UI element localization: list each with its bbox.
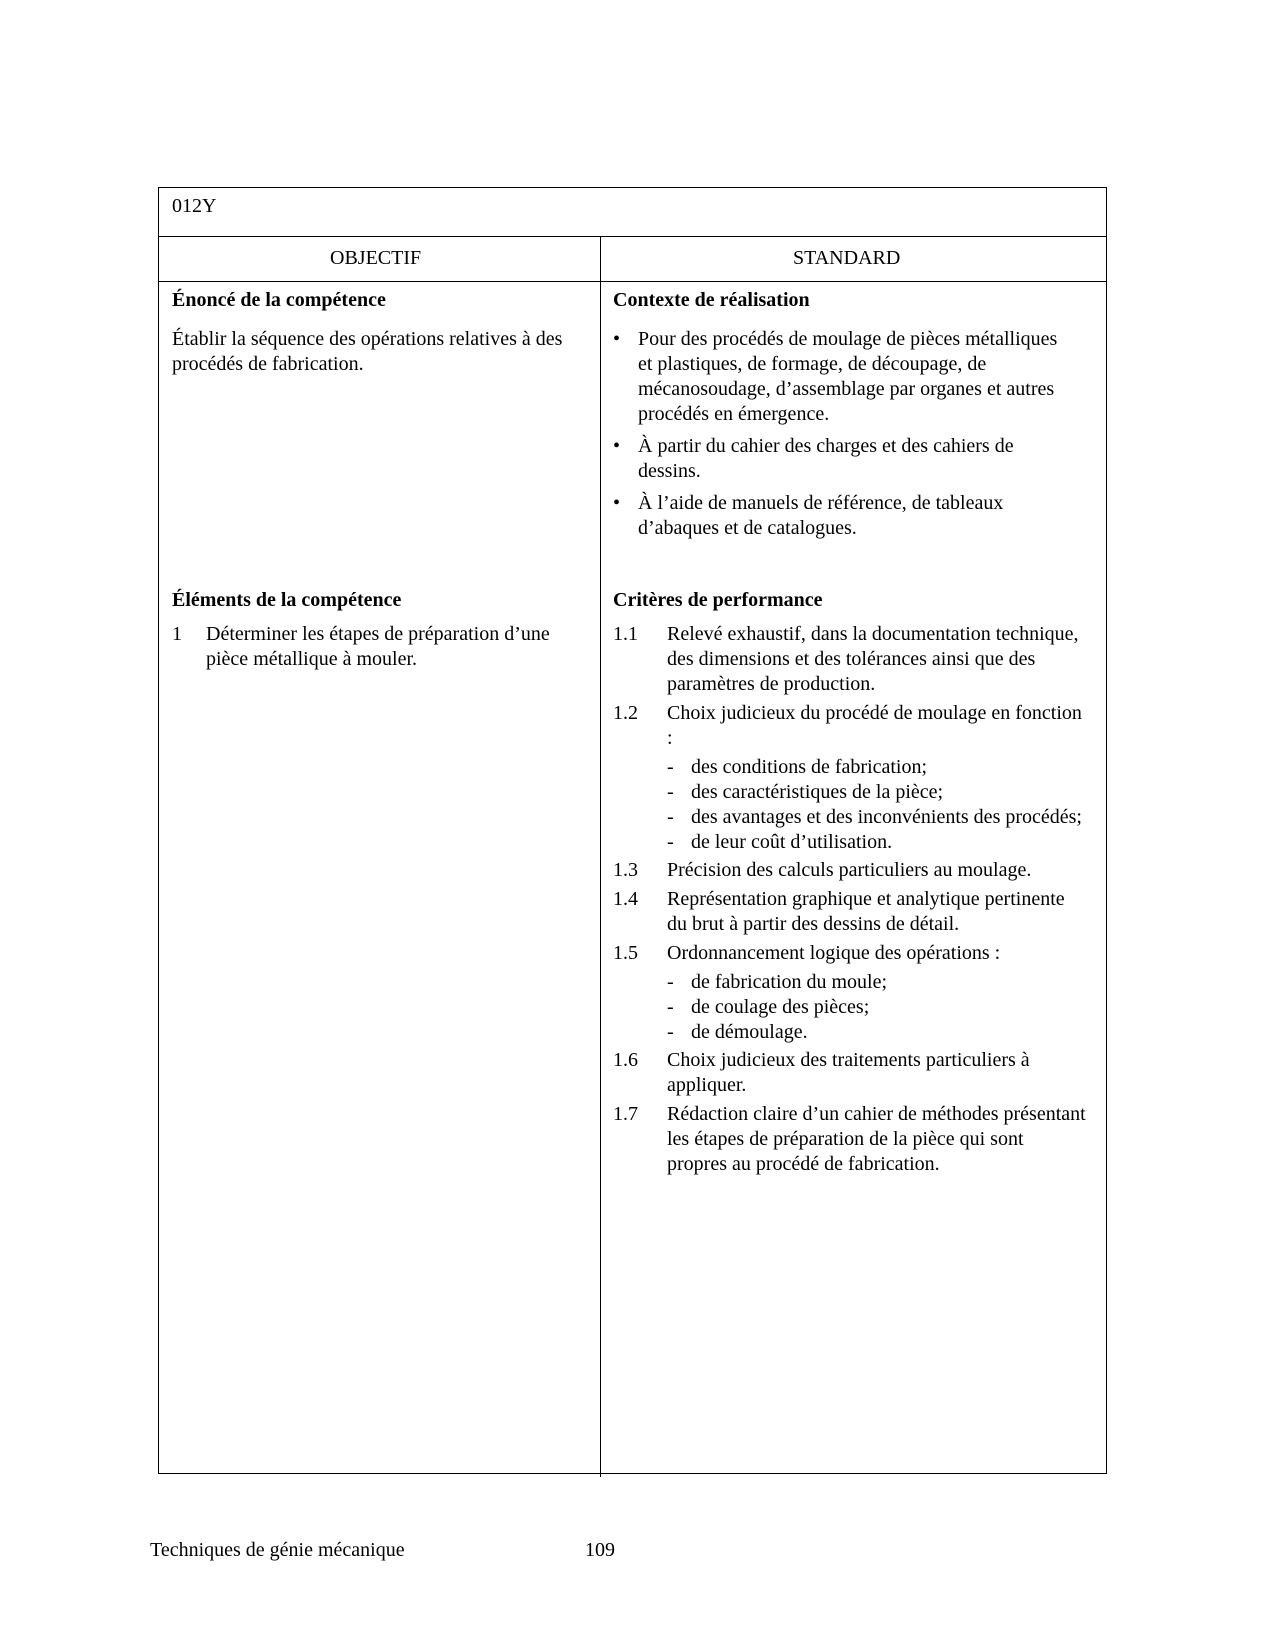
sub-item bbox=[667, 780, 1088, 805]
critere-number: 1.7 bbox=[613, 1103, 638, 1125]
dash-icon: - bbox=[667, 781, 674, 803]
sub-text: de leur coût d’utilisation. bbox=[691, 831, 893, 853]
bullet-icon: • bbox=[613, 492, 621, 514]
contexte-item bbox=[613, 491, 1068, 541]
critere-sublist bbox=[613, 970, 1088, 1045]
critere-text: Choix judicieux des traitements particuliers à appliquer. bbox=[667, 1049, 1030, 1096]
critere-number: 1.1 bbox=[613, 623, 638, 645]
column-header-divider bbox=[158, 281, 1107, 282]
critere-number: 1.3 bbox=[613, 859, 638, 881]
dash-icon: - bbox=[667, 806, 674, 828]
critere-item bbox=[613, 858, 1088, 883]
sub-item bbox=[667, 995, 1088, 1020]
critere-text: Ordonnancement logique des opérations : bbox=[667, 942, 1001, 964]
element-item bbox=[172, 622, 576, 672]
bullet-icon: • bbox=[613, 328, 621, 350]
contexte-text: À partir du cahier des charges et des cahiers de dessins. bbox=[638, 435, 1014, 482]
contexte-section bbox=[613, 288, 1068, 548]
elements-title: Éléments de la compétence bbox=[172, 589, 402, 611]
critere-text: Précision des calculs particuliers au moulage. bbox=[667, 859, 1032, 881]
critere-number: 1.5 bbox=[613, 942, 638, 964]
criteres-list bbox=[613, 622, 1088, 1177]
dash-icon: - bbox=[667, 1021, 674, 1043]
contexte-text: Pour des procédés de moulage de pièces métalliques et plastiques, de formage, de découpage, de mécanosoudage, d’assemblage par organes et autres procédés en émergence. bbox=[638, 328, 1058, 425]
critere-number: 1.6 bbox=[613, 1049, 638, 1071]
elements-section bbox=[172, 588, 582, 672]
sub-item bbox=[667, 755, 1088, 780]
column-divider bbox=[600, 237, 601, 1477]
contexte-item bbox=[613, 434, 1068, 484]
competency-code: 012Y bbox=[172, 195, 217, 217]
enonce-section bbox=[172, 288, 582, 377]
critere-number: 1.4 bbox=[613, 888, 638, 910]
critere-item bbox=[613, 887, 1088, 937]
criteres-section bbox=[613, 588, 1088, 1181]
sub-text: des conditions de fabrication; bbox=[691, 756, 928, 778]
contexte-text: À l’aide de manuels de référence, de tableaux d’abaques et de catalogues. bbox=[638, 492, 1004, 539]
criteres-title: Critères de performance bbox=[613, 589, 823, 611]
contexte-title: Contexte de réalisation bbox=[613, 289, 810, 311]
enonce-text: Établir la séquence des opérations relatives à des procédés de fabrication. bbox=[172, 328, 563, 375]
critere-item bbox=[613, 1102, 1088, 1177]
header-divider bbox=[158, 236, 1107, 237]
sub-item bbox=[667, 1020, 1088, 1045]
sub-text: de coulage des pièces; bbox=[691, 996, 870, 1018]
dash-icon: - bbox=[667, 996, 674, 1018]
sub-text: de démoulage. bbox=[691, 1021, 808, 1043]
standard-header: STANDARD bbox=[793, 247, 901, 269]
element-number: 1 bbox=[172, 623, 182, 645]
element-text: Déterminer les étapes de préparation d’une pièce métallique à mouler. bbox=[206, 623, 550, 670]
sub-text: des avantages et des inconvénients des procédés; bbox=[691, 806, 1082, 828]
critere-sublist bbox=[613, 755, 1088, 855]
sub-item bbox=[667, 805, 1088, 830]
critere-item bbox=[613, 1048, 1088, 1098]
contexte-item bbox=[613, 327, 1068, 427]
sub-text: de fabrication du moule; bbox=[691, 971, 888, 993]
critere-text: Choix judicieux du procédé de moulage en fonction : bbox=[667, 702, 1082, 749]
critere-number: 1.2 bbox=[613, 702, 638, 724]
critere-item bbox=[613, 701, 1088, 751]
enonce-title: Énoncé de la compétence bbox=[172, 289, 386, 311]
dash-icon: - bbox=[667, 971, 674, 993]
objectif-header: OBJECTIF bbox=[330, 247, 422, 269]
critere-text: Rédaction claire d’un cahier de méthodes présentant les étapes de préparation de la pièce qui sont propres au procédé de fabrication. bbox=[667, 1103, 1086, 1175]
sub-item bbox=[667, 970, 1088, 995]
footer-program: Techniques de génie mécanique bbox=[150, 1539, 405, 1561]
dash-icon: - bbox=[667, 831, 674, 853]
footer-page-number: 109 bbox=[585, 1539, 615, 1561]
critere-item bbox=[613, 622, 1088, 697]
bullet-icon: • bbox=[613, 435, 621, 457]
critere-text: Relevé exhaustif, dans la documentation technique, des dimensions et des tolérances ainsi que des paramètres de production. bbox=[667, 623, 1079, 695]
critere-item bbox=[613, 941, 1088, 966]
dash-icon: - bbox=[667, 756, 674, 778]
contexte-list bbox=[613, 327, 1068, 541]
sub-text: des caractéristiques de la pièce; bbox=[691, 781, 944, 803]
critere-text: Représentation graphique et analytique pertinente du brut à partir des dessins de détail. bbox=[667, 888, 1065, 935]
sub-item bbox=[667, 830, 1088, 855]
